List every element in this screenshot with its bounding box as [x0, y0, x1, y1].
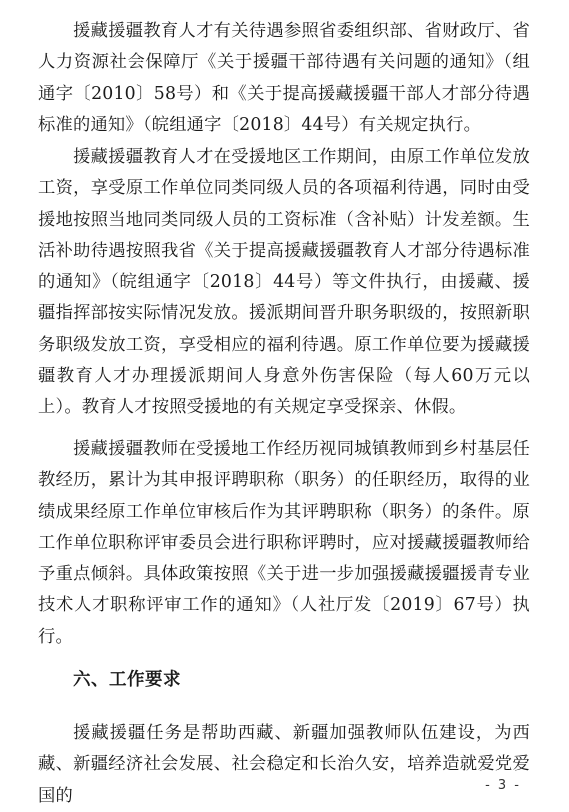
page-number: - 3 - [485, 778, 521, 793]
paragraph-salary-benefits: 援藏援疆教育人才在受援地区工作期间，由原工作单位发放工资，享受原工作单位同类同级人员的各项福利待遇，同时由受援地按照当地同类同级人员的工资标准（含补贴）计发差额。生活补助待遇按照我省《关于提高援藏援疆教育人才部分待遇标准的通知》（皖组通字〔2018〕44号）等文件执行，由援藏、援疆指挥部按实际情况发放。援派期间晋升职务职级的，按照新职务职级发放工资，享受相应的福利待遇。原工作单位要为援藏援疆教育人才办理援派期间人身意外伤害保险（每人60万元以上）。教育人才按照受援地的有关规定享受探亲、休假。 [38, 147, 530, 418]
paragraph-work-requirements: 援藏援疆任务是帮助西藏、新疆加强教师队伍建设，为西藏、新疆经济社会发展、社会稳定和长治久安，培养造就爱党爱国的 [38, 723, 530, 806]
paragraph-treatment-reference: 援藏援疆教育人才有关待遇参照省委组织部、省财政厅、省人力资源社会保障厅《关于援疆干部待遇有关问题的通知》（组通字〔2010〕58号）和《关于提高援藏援疆干部人才部分待遇标准的通知》（皖组通字〔2018〕44号）有关规定执行。 [38, 21, 530, 135]
section-heading-work-requirements: 六、工作要求 [73, 670, 181, 690]
paragraph-title-evaluation: 援藏援疆教师在受援地工作经历视同城镇教师到乡村基层任教经历，累计为其申报评聘职称（职务）的任职经历，取得的业绩成果经原工作单位审核后作为其评聘职称（职务）的条件。原工作单位职称评审委员会进行职称评聘时，应对援藏援疆教师给予重点倾斜。具体政策按照《关于进一步加强援藏援疆援青专业技术人才职称评审工作的通知》（人社厅发〔2019〕67号）执行。 [38, 439, 530, 647]
